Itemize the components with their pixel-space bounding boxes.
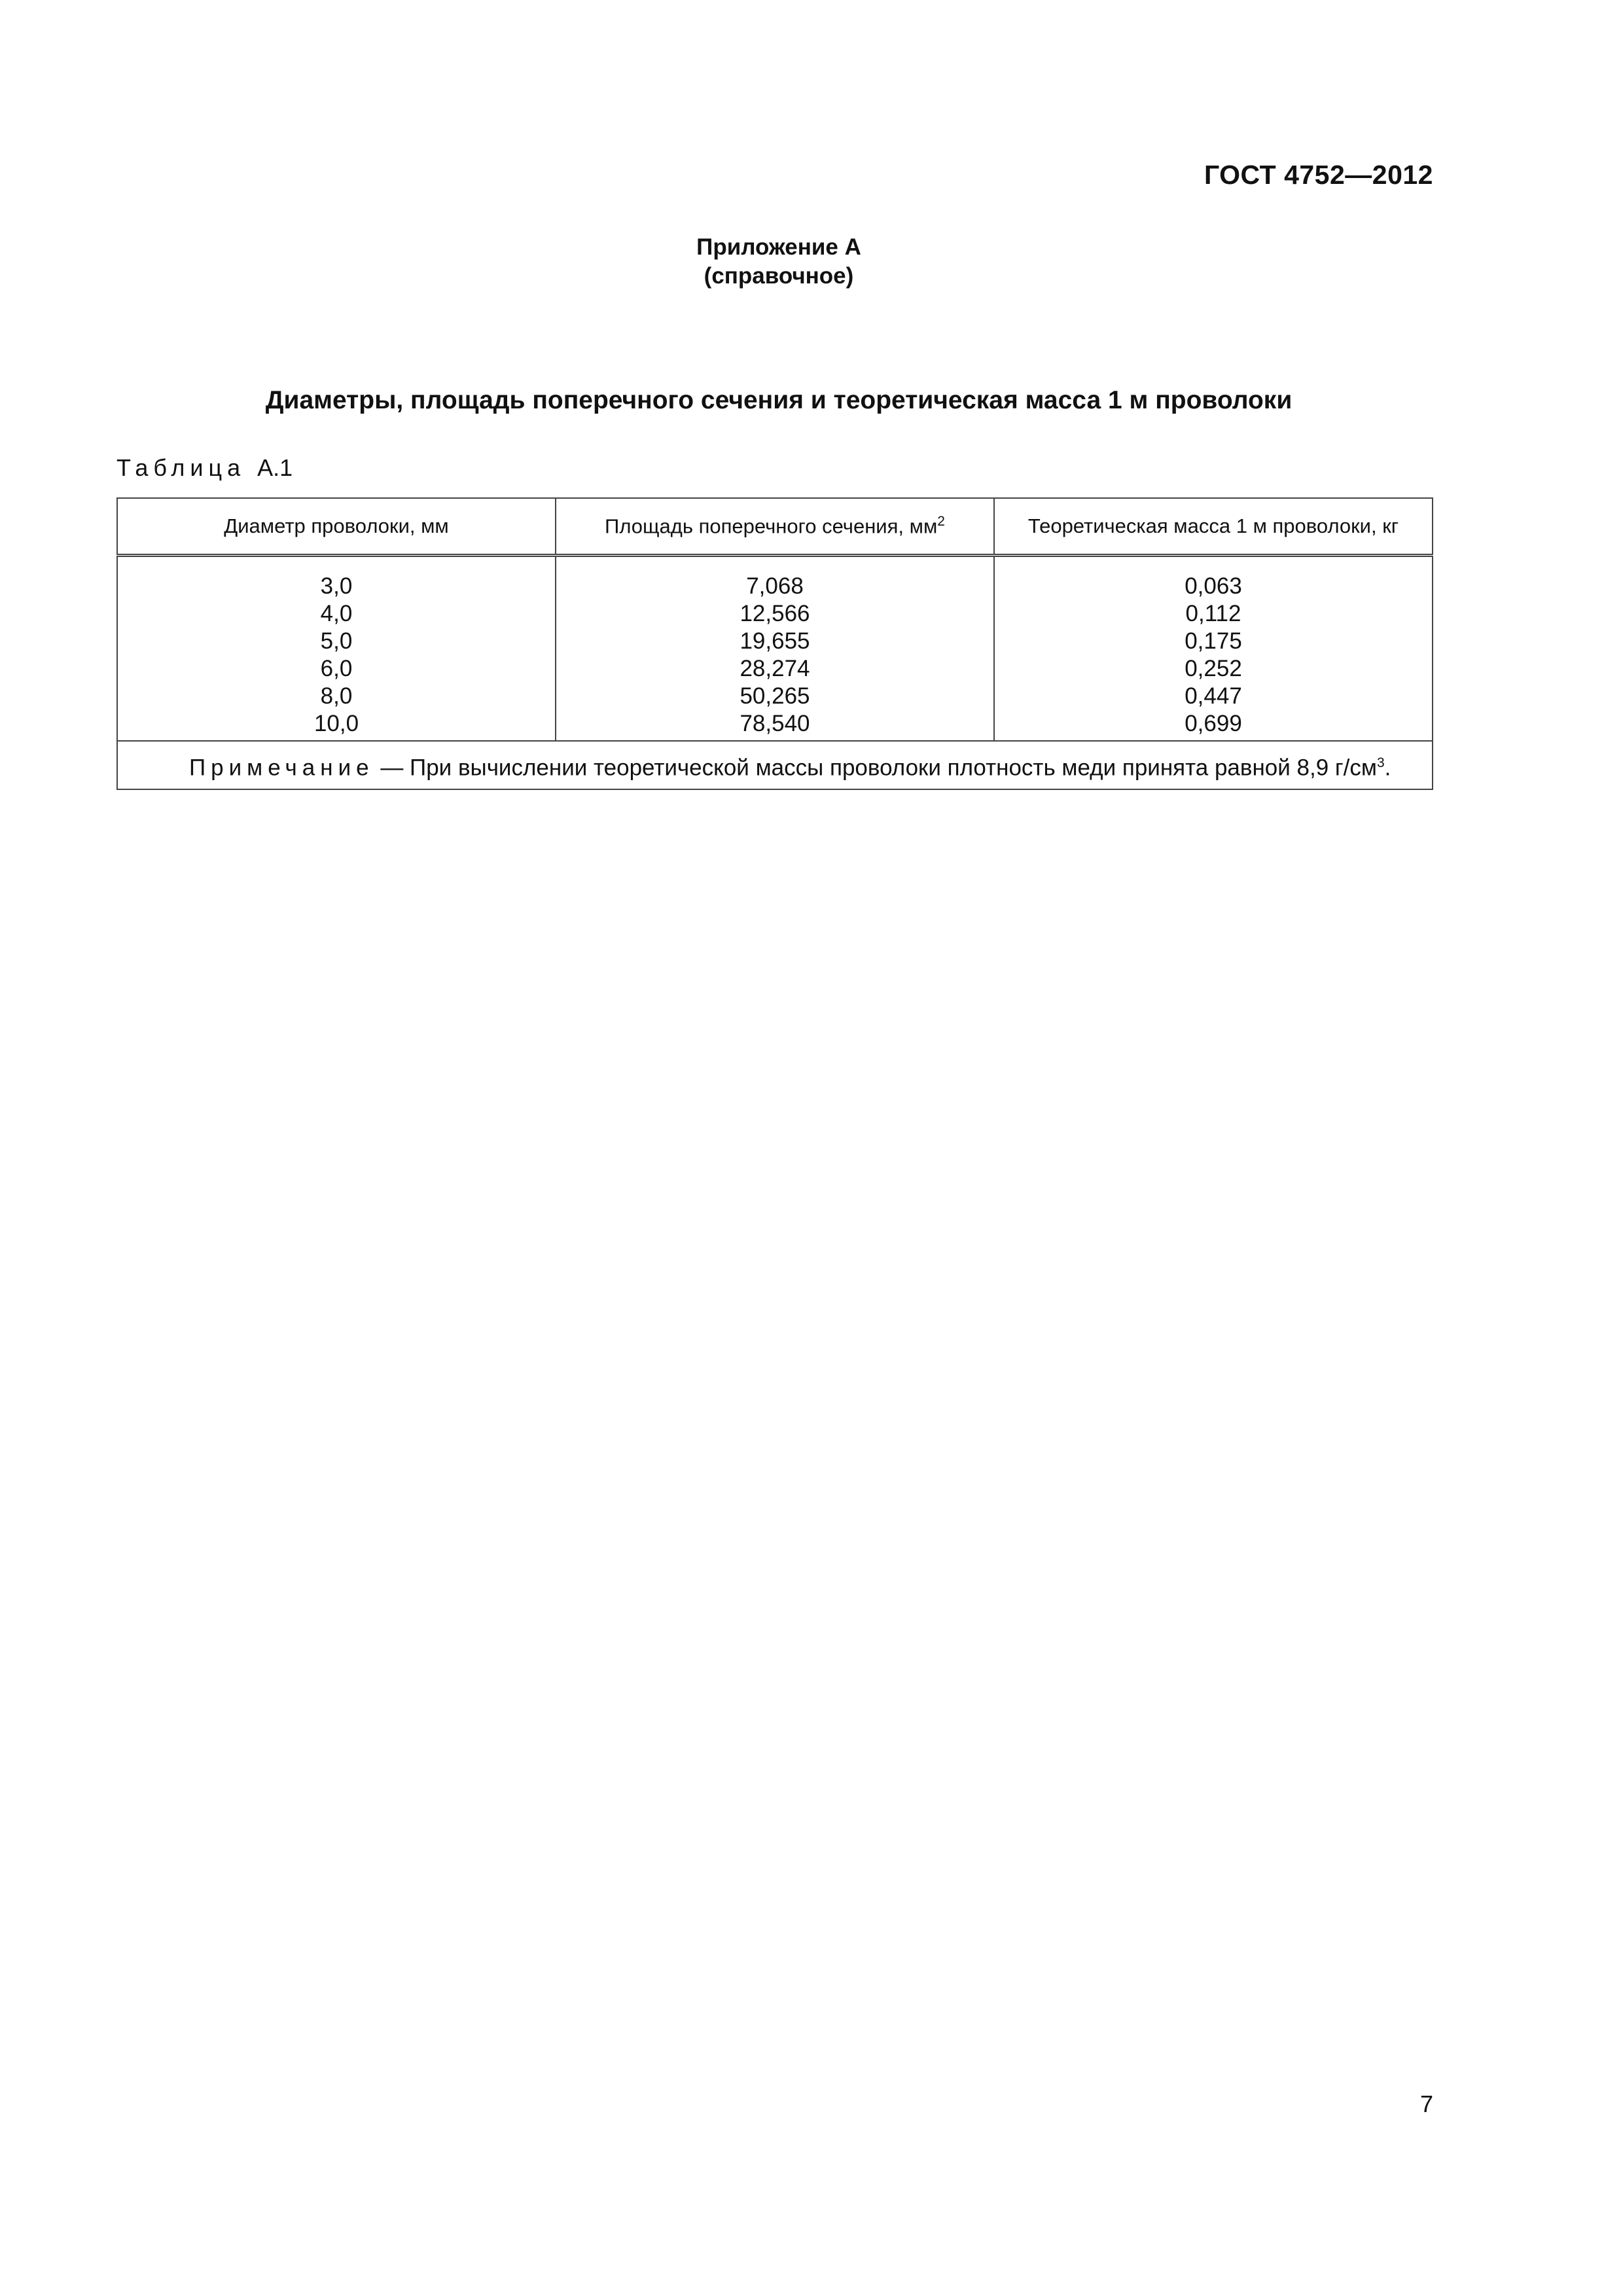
document-title: Диаметры, площадь поперечного сечения и теоретическая масса 1 м проволоки [265, 386, 1293, 414]
table-values-row [117, 556, 1433, 742]
header-diameter [117, 498, 556, 556]
area-column [556, 556, 994, 742]
header-area-sup: 2 [937, 514, 945, 529]
table-note-row [117, 741, 1433, 789]
note-text: — При вычислении теоретической массы проволоки плотность меди принята равной 8,9 г/см [374, 755, 1377, 781]
table-cell: 3,0 [320, 573, 353, 599]
table-cell: 0,447 [1185, 683, 1242, 709]
table-cell: 12,566 [740, 601, 810, 626]
table-caption-number: А.1 [257, 454, 293, 481]
standard-code: ГОСТ 4752—2012 [1204, 160, 1433, 190]
header-area [556, 498, 994, 556]
note-sup: 3 [1376, 755, 1385, 770]
table-cell: 0,252 [1185, 656, 1242, 681]
appendix-subtitle: (справочное) [704, 263, 854, 289]
table-cell: 0,063 [1185, 573, 1242, 599]
diameter-column [117, 556, 556, 742]
page-number: 7 [1419, 2090, 1433, 2117]
table-cell: 4,0 [320, 601, 353, 626]
note-label: Примечание [189, 755, 374, 781]
table-cell: 28,274 [740, 656, 810, 681]
table-cell: 78,540 [740, 711, 810, 736]
table-cell: 7,068 [746, 573, 804, 599]
header-diameter-label: Диаметр проволоки, мм [224, 514, 449, 537]
appendix-heading [0, 233, 1558, 291]
header-area-label: Площадь поперечного сечения, мм [605, 514, 938, 538]
table-cell: 0,175 [1185, 628, 1242, 654]
table-cell: 6,0 [320, 656, 353, 681]
appendix-title: Приложение А [696, 234, 861, 260]
table-caption [116, 454, 293, 482]
table-cell: 8,0 [320, 683, 353, 709]
header-mass-label: Теоретическая масса 1 м проволоки, кг [1027, 514, 1399, 537]
table-cell: 0,699 [1185, 711, 1242, 736]
data-table [116, 497, 1433, 790]
table-note [117, 741, 1433, 789]
table-cell: 0,112 [1185, 601, 1241, 626]
mass-column [994, 556, 1433, 742]
table-cell: 5,0 [320, 628, 353, 654]
header-mass [994, 498, 1433, 556]
table-header-row [117, 498, 1433, 556]
table-cell: 10,0 [313, 711, 359, 736]
table-caption-word: Таблица [116, 454, 246, 481]
table-cell: 50,265 [740, 683, 810, 709]
table-cell: 19,655 [740, 628, 810, 654]
note-end: . [1384, 755, 1391, 781]
